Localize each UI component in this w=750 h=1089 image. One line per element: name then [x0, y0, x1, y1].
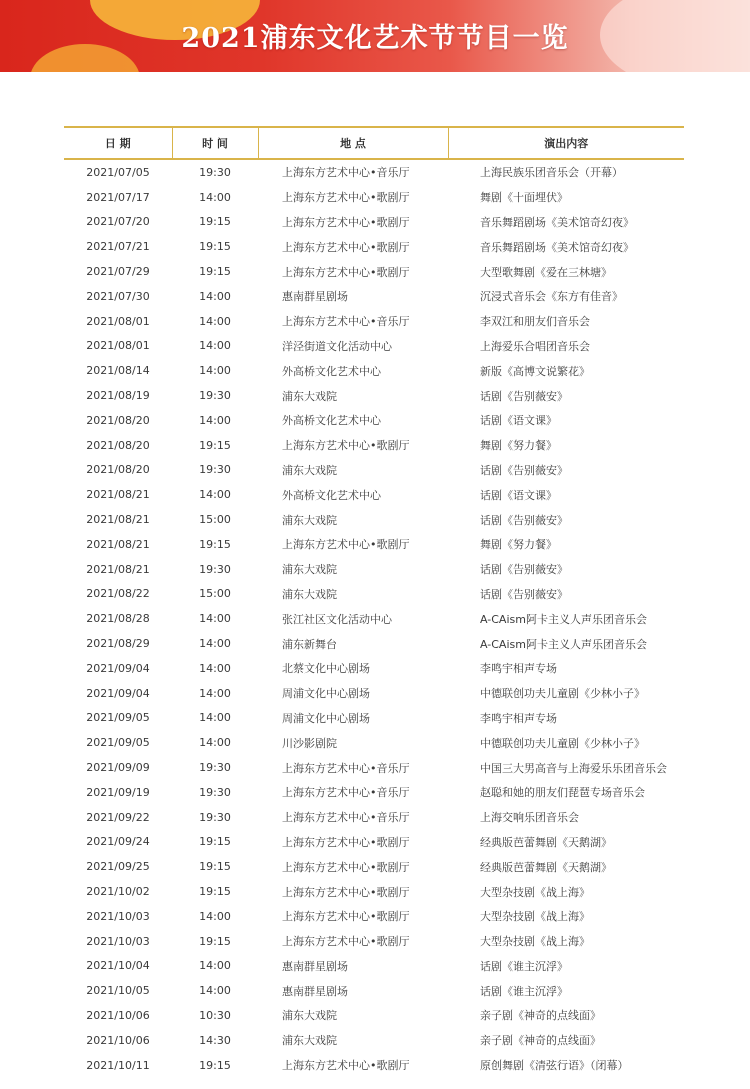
cell-time: 19:30 — [199, 810, 231, 824]
cell-time: 19:30 — [199, 463, 231, 477]
cell-time: 14:00 — [199, 984, 231, 998]
cell-program: 话剧《告别薇安》 — [480, 563, 568, 577]
cell-date: 2021/09/04 — [86, 686, 150, 700]
table-row — [64, 656, 684, 681]
cell-program: 亲子剧《神奇的点线面》 — [480, 1009, 601, 1023]
cell-date: 2021/07/20 — [86, 215, 150, 229]
cell-time: 14:00 — [199, 661, 231, 675]
cell-date: 2021/09/05 — [86, 711, 150, 725]
cell-date: 2021/09/24 — [86, 835, 150, 849]
cell-date: 2021/10/11 — [86, 1058, 150, 1072]
cell-date: 2021/07/05 — [86, 165, 150, 179]
table-row — [64, 854, 684, 879]
cell-date: 2021/10/02 — [86, 885, 150, 898]
cell-program: 音乐舞蹈剧场《美术馆奇幻夜》 — [480, 240, 634, 254]
cell-date: 2021/07/29 — [86, 265, 150, 279]
table-row — [64, 904, 684, 929]
cell-program: 舞剧《努力餐》 — [480, 538, 557, 552]
cell-date: 2021/10/03 — [86, 934, 150, 948]
cell-program: 大型杂技剧《战上海》 — [480, 935, 590, 949]
table-row — [64, 830, 684, 855]
table-row — [64, 929, 684, 954]
table-row — [64, 159, 684, 185]
cell-venue: 北蔡文化中心剧场 — [282, 662, 370, 676]
cell-program: A-CAism阿卡主义人声乐团音乐会 — [480, 612, 647, 626]
cell-date: 2021/10/03 — [86, 909, 150, 923]
column-header-program: 演出内容 — [448, 127, 684, 159]
cell-venue: 浦东大戏院 — [282, 513, 337, 527]
table-row — [64, 482, 684, 507]
cell-time: 14:00 — [199, 612, 231, 626]
cell-program: 中国三大男高音与上海爱乐乐团音乐会 — [480, 761, 667, 775]
cell-venue: 上海东方艺术中心•音乐厅 — [282, 761, 410, 775]
cell-venue: 惠南群星剧场 — [282, 959, 348, 973]
cell-date: 2021/08/19 — [86, 389, 150, 403]
column-header-venue: 地 点 — [258, 127, 448, 159]
cell-date: 2021/08/29 — [86, 637, 150, 651]
cell-time: 19:30 — [199, 389, 231, 403]
cell-time: 19:15 — [199, 835, 231, 849]
cell-program: 话剧《语文课》 — [480, 414, 557, 428]
schedule-table — [64, 126, 684, 1077]
cell-time: 19:15 — [199, 1058, 231, 1072]
table-row — [64, 1003, 684, 1028]
cell-program: 舞剧《十面埋伏》 — [480, 191, 568, 205]
cell-time: 19:30 — [199, 761, 231, 775]
cell-time: 19:15 — [199, 934, 231, 948]
cell-date: 2021/08/22 — [86, 587, 150, 601]
table-row — [64, 309, 684, 334]
cell-program: 沉浸式音乐会《东方有佳音》 — [480, 290, 623, 304]
cell-time: 14:00 — [199, 364, 231, 378]
cell-venue: 惠南群星剧场 — [282, 984, 348, 998]
cell-date: 2021/08/28 — [86, 612, 150, 626]
cell-time: 14:00 — [199, 637, 231, 651]
table-row — [64, 1028, 684, 1053]
cell-program: 上海民族乐团音乐会（开幕） — [480, 166, 623, 180]
cell-program: 赵聪和她的朋友们琵琶专场音乐会 — [480, 786, 645, 800]
table-row — [64, 358, 684, 383]
cell-time: 15:00 — [199, 513, 231, 527]
page-title: 2021浦东文化艺术节节目一览 — [181, 23, 569, 54]
cell-date: 2021/09/22 — [86, 810, 150, 824]
cell-time: 19:30 — [199, 785, 231, 799]
cell-venue: 浦东大戏院 — [282, 587, 337, 601]
table-row — [64, 210, 684, 235]
header-banner — [0, 0, 750, 72]
table-row — [64, 954, 684, 979]
cell-date: 2021/10/04 — [86, 959, 150, 973]
cell-venue: 上海东方艺术中心•歌剧厅 — [282, 835, 410, 849]
table-row — [64, 706, 684, 731]
cell-program: 话剧《告别薇安》 — [480, 463, 568, 477]
cell-venue: 上海东方艺术中心•歌剧厅 — [282, 265, 410, 279]
cell-venue: 上海东方艺术中心•音乐厅 — [282, 166, 410, 180]
column-header-date: 日 期 — [64, 127, 172, 159]
cell-program: 大型杂技剧《战上海》 — [480, 910, 590, 924]
cell-venue: 上海东方艺术中心•歌剧厅 — [282, 935, 410, 949]
cell-venue: 上海东方艺术中心•音乐厅 — [282, 786, 410, 800]
cell-program: 中德联创功夫儿童剧《少林小子》 — [480, 687, 645, 701]
table-row — [64, 730, 684, 755]
cell-date: 2021/08/21 — [86, 513, 150, 527]
table-row — [64, 383, 684, 408]
table-row — [64, 532, 684, 557]
table-row — [64, 780, 684, 805]
cell-time: 19:15 — [199, 265, 231, 279]
cell-program: 原创舞剧《清弦行语》（闭幕） — [480, 1059, 629, 1073]
cell-program: 经典版芭蕾舞剧《天鹅湖》 — [480, 860, 612, 874]
cell-venue: 上海东方艺术中心•歌剧厅 — [282, 191, 410, 205]
cell-date: 2021/08/01 — [86, 339, 150, 353]
cell-date: 2021/08/20 — [86, 438, 150, 452]
table-row — [64, 408, 684, 433]
cell-date: 2021/07/30 — [86, 289, 150, 303]
cell-venue: 上海东方艺术中心•歌剧厅 — [282, 860, 410, 874]
table-row — [64, 284, 684, 309]
cell-program: 大型杂技剧《战上海》 — [480, 885, 590, 899]
cell-program: 李鸣宇相声专场 — [480, 662, 557, 676]
cell-program: 经典版芭蕾舞剧《天鹅湖》 — [480, 835, 612, 849]
cell-date: 2021/08/01 — [86, 314, 150, 328]
cell-time: 10:30 — [199, 1008, 231, 1022]
cell-date: 2021/09/25 — [86, 860, 150, 874]
table-row — [64, 557, 684, 582]
cell-time: 14:00 — [199, 413, 231, 427]
cell-date: 2021/10/05 — [86, 984, 150, 998]
cell-program: 大型歌舞剧《爱在三林塘》 — [480, 265, 612, 279]
table-row — [64, 433, 684, 458]
cell-venue: 上海东方艺术中心•歌剧厅 — [282, 538, 410, 552]
cell-date: 2021/08/21 — [86, 488, 150, 502]
cell-time: 19:15 — [199, 885, 231, 898]
cell-date: 2021/08/21 — [86, 537, 150, 551]
cell-date: 2021/08/20 — [86, 413, 150, 427]
table-row — [64, 234, 684, 259]
cell-venue: 浦东大戏院 — [282, 1034, 337, 1048]
cell-program: 新版《高博文说繁花》 — [480, 364, 590, 378]
cell-date: 2021/09/05 — [86, 736, 150, 750]
column-header-time: 时 间 — [172, 127, 258, 159]
cell-program: 亲子剧《神奇的点线面》 — [480, 1034, 601, 1048]
cell-date: 2021/08/20 — [86, 463, 150, 477]
cell-time: 15:00 — [199, 587, 231, 601]
table-row — [64, 805, 684, 830]
cell-program: 话剧《告别薇安》 — [480, 389, 568, 403]
table-row — [64, 631, 684, 656]
cell-date: 2021/07/21 — [86, 240, 150, 254]
cell-program: 话剧《语文课》 — [480, 488, 557, 502]
cell-venue: 上海东方艺术中心•歌剧厅 — [282, 439, 410, 453]
cell-venue: 外高桥文化艺术中心 — [282, 364, 381, 378]
cell-venue: 上海东方艺术中心•歌剧厅 — [282, 215, 410, 229]
cell-program: 音乐舞蹈剧场《美术馆奇幻夜》 — [480, 215, 634, 229]
table-row — [64, 507, 684, 532]
cell-date: 2021/09/09 — [86, 761, 150, 775]
table-row — [64, 582, 684, 607]
cell-time: 14:00 — [199, 289, 231, 303]
cell-program: 李鸣宇相声专场 — [480, 711, 557, 725]
cell-time: 14:00 — [199, 959, 231, 973]
table-row — [64, 755, 684, 780]
table-row — [64, 1053, 684, 1078]
cell-time: 19:15 — [199, 215, 231, 229]
cell-venue: 外高桥文化艺术中心 — [282, 414, 381, 428]
table-row — [64, 458, 684, 483]
cell-date: 2021/10/06 — [86, 1033, 150, 1047]
cell-time: 19:15 — [199, 438, 231, 452]
cell-venue: 张江社区文化活动中心 — [282, 612, 392, 626]
cell-program: 李双江和朋友们音乐会 — [480, 315, 590, 329]
cell-program: 话剧《告别薇安》 — [480, 513, 568, 527]
cell-time: 14:00 — [199, 736, 231, 750]
cell-program: 中德联创功夫儿童剧《少林小子》 — [480, 736, 645, 750]
cell-program: 上海爱乐合唱团音乐会 — [480, 339, 590, 353]
cell-date: 2021/09/04 — [86, 661, 150, 675]
cell-time: 14:30 — [199, 1033, 231, 1047]
cell-date: 2021/09/19 — [86, 785, 150, 799]
cell-venue: 川沙影剧院 — [282, 736, 337, 750]
table-row — [64, 978, 684, 1003]
cell-program: 舞剧《努力餐》 — [480, 439, 557, 453]
cell-venue: 上海东方艺术中心•音乐厅 — [282, 811, 410, 825]
cell-time: 19:15 — [199, 240, 231, 254]
cell-time: 14:00 — [199, 488, 231, 502]
cell-program: 话剧《谁主沉浮》 — [480, 959, 568, 973]
cell-time: 14:00 — [199, 339, 231, 353]
table-row — [64, 334, 684, 359]
table-row — [64, 681, 684, 706]
cell-venue: 惠南群星剧场 — [282, 290, 348, 304]
cell-date: 2021/07/17 — [86, 190, 150, 204]
cell-venue: 浦东大戏院 — [282, 463, 337, 477]
cell-time: 14:00 — [199, 711, 231, 725]
cell-venue: 上海东方艺术中心•歌剧厅 — [282, 885, 410, 899]
table-row — [64, 606, 684, 631]
table-row — [64, 879, 684, 904]
cell-venue: 上海东方艺术中心•音乐厅 — [282, 315, 410, 329]
cell-time: 19:30 — [199, 562, 231, 576]
cell-time: 14:00 — [199, 190, 231, 204]
cell-venue: 外高桥文化艺术中心 — [282, 488, 381, 502]
table-row — [64, 259, 684, 284]
cell-date: 2021/08/14 — [86, 364, 150, 378]
cell-date: 2021/08/21 — [86, 562, 150, 576]
cell-venue: 浦东大戏院 — [282, 1009, 337, 1023]
cell-venue: 浦东大戏院 — [282, 563, 337, 577]
cell-time: 14:00 — [199, 909, 231, 923]
cell-venue: 上海东方艺术中心•歌剧厅 — [282, 1059, 410, 1073]
cell-time: 19:15 — [199, 537, 231, 551]
cell-time: 14:00 — [199, 686, 231, 700]
cell-venue: 上海东方艺术中心•歌剧厅 — [282, 910, 410, 924]
table-row — [64, 185, 684, 210]
cell-program: 上海交响乐团音乐会 — [480, 811, 579, 825]
cell-date: 2021/10/06 — [86, 1008, 150, 1022]
cell-venue: 周浦文化中心剧场 — [282, 687, 370, 701]
cell-time: 14:00 — [199, 314, 231, 328]
cell-program: 话剧《告别薇安》 — [480, 587, 568, 601]
cell-time: 19:30 — [199, 165, 231, 179]
cell-venue: 浦东新舞台 — [282, 637, 337, 651]
cell-venue: 上海东方艺术中心•歌剧厅 — [282, 240, 410, 254]
cell-venue: 洋泾街道文化活动中心 — [282, 339, 392, 353]
cell-program: A-CAism阿卡主义人声乐团音乐会 — [480, 637, 647, 651]
cell-time: 19:15 — [199, 860, 231, 874]
table-header-row — [64, 127, 684, 159]
cell-venue: 浦东大戏院 — [282, 389, 337, 403]
cell-program: 话剧《谁主沉浮》 — [480, 984, 568, 998]
cell-venue: 周浦文化中心剧场 — [282, 711, 370, 725]
